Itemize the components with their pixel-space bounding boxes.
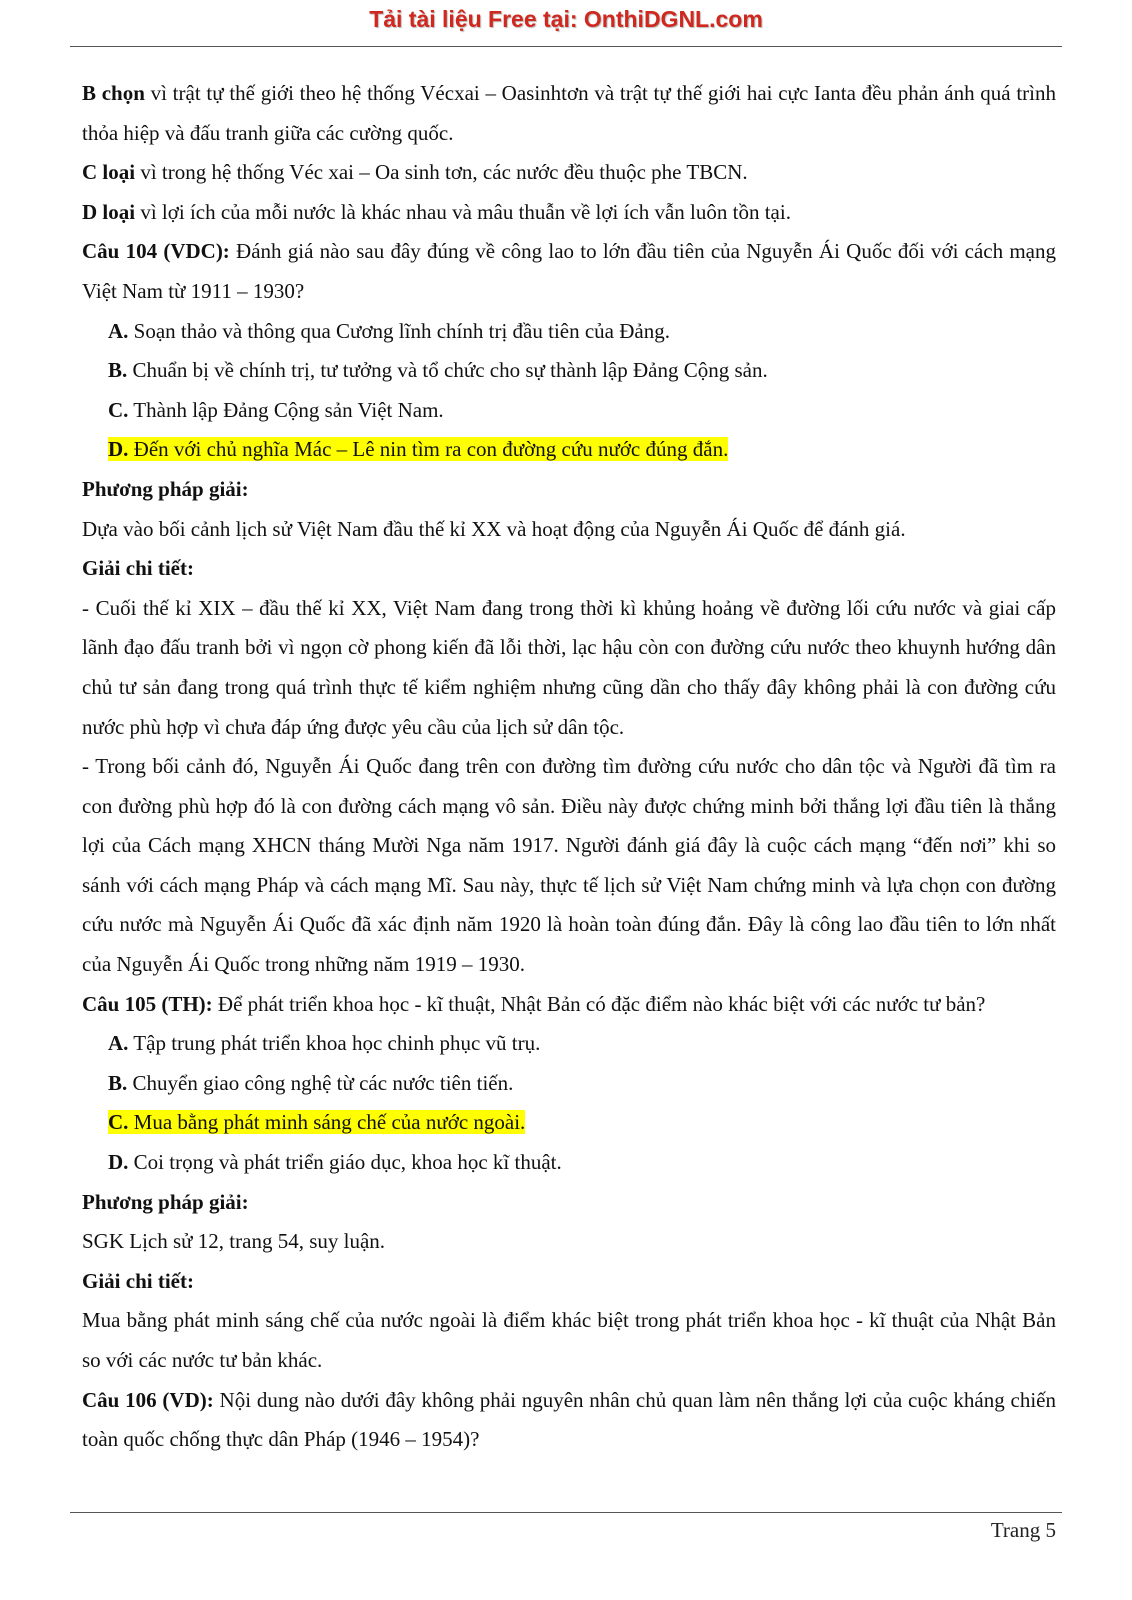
question-104-label: Câu 104 (VDC): bbox=[82, 239, 230, 264]
header-divider bbox=[70, 46, 1062, 47]
question-105 bbox=[82, 985, 1056, 1025]
option-text: Chuyển giao công nghệ từ các nước tiên tiến. bbox=[127, 1070, 514, 1095]
question-105-label: Câu 105 (TH): bbox=[82, 991, 213, 1016]
option-text: Tập trung phát triển khoa học chinh phục vũ trụ. bbox=[128, 1031, 541, 1056]
detail-heading: Giải chi tiết: bbox=[82, 556, 194, 581]
q105-detail-p1: Mua bằng phát minh sáng chế của nước ngoài là điểm khác biệt trong phát triển khoa học - kĩ thuật của Nhật Bản so với các nước tư bản khác. bbox=[82, 1308, 1056, 1372]
correct-answer-highlight bbox=[108, 437, 728, 461]
intro-b-label: B chọn bbox=[82, 81, 145, 105]
q105-method-text: SGK Lịch sử 12, trang 54, suy luận. bbox=[82, 1229, 386, 1254]
q104-detail-p2: - Trong bối cảnh đó, Nguyễn Ái Quốc đang trên con đường tìm đường cứu nước cho dân tộc và Người đã tìm ra con đường phù hợp đó là con đường cách mạng vô sản. Điều này được chứng minh bởi thắng lợi đầu tiên là thắng lợi của Cách mạng XHCN tháng Mười Nga năm 1917. Người đánh giá đây là cuộc cách mạng “đến nơi” khi so sánh với cách mạng Pháp và cách mạng Mĩ. Sau này, thực tế lịch sử Việt Nam chứng minh và lựa chọn con đường cứu nước mà Nguyễn Ái Quốc đã xác định năm 1920 là hoàn toàn đúng đắn. Đây là công lao đầu tiên to lớn nhất của Nguyễn Ái Quốc trong những năm 1919 – 1930. bbox=[82, 754, 1056, 977]
option-letter: B. bbox=[108, 358, 128, 383]
question-106 bbox=[82, 1381, 1056, 1460]
q104-detail-p1: - Cuối thế kỉ XIX – đầu thế kỉ XX, Việt Nam đang trong thời kì khủng hoảng về đường lối cứu nước và giai cấp lãnh đạo đấu tranh bởi vì ngọn cờ phong kiến đã lỗi thời, lạc hậu còn con đường cứu nước theo khuynh hướng dân chủ tư sản đang trong quá trình thực tế kiểm nghiệm nhưng cũng dần cho thấy đây không phải là con đường cứu nước phù hợp vì chưa đáp ứng được yêu cầu của lịch sử dân tộc. bbox=[82, 595, 1056, 739]
q105-option-a bbox=[82, 1024, 1056, 1064]
question-106-label: Câu 106 (VD): bbox=[82, 1387, 214, 1412]
q105-option-c-correct bbox=[82, 1103, 1056, 1143]
page-content bbox=[82, 74, 1056, 1460]
intro-d bbox=[82, 193, 1056, 233]
option-text: Đến với chủ nghĩa Mác – Lê nin tìm ra con đường cứu nước đúng đắn. bbox=[128, 437, 729, 462]
option-text: Mua bằng phát minh sáng chế của nước ngoài. bbox=[128, 1110, 526, 1135]
q105-option-b bbox=[82, 1064, 1056, 1104]
option-letter: A. bbox=[108, 1031, 129, 1056]
option-text: Thành lập Đảng Cộng sản Việt Nam. bbox=[128, 397, 444, 422]
correct-answer-highlight bbox=[108, 1110, 525, 1134]
intro-d-text: vì lợi ích của mỗi nước là khác nhau và mâu thuẫn về lợi ích vẫn luôn tồn tại. bbox=[135, 199, 791, 224]
option-letter: D. bbox=[108, 437, 129, 462]
question-104-text: Đánh giá nào sau đây đúng về công lao to lớn đầu tiên của Nguyễn Ái Quốc đối với cách mạng Việt Nam từ 1911 – 1930? bbox=[82, 239, 1056, 303]
intro-c bbox=[82, 153, 1056, 193]
q104-detail-heading bbox=[82, 549, 1056, 589]
intro-b-text: vì trật tự thế giới theo hệ thống Vécxai – Oasinhtơn và trật tự thế giới hai cực Ianta đều phản ánh quá trình thỏa hiệp và đấu tranh giữa các cường quốc. bbox=[82, 81, 1056, 145]
q104-option-c bbox=[82, 391, 1056, 431]
q105-detail-heading bbox=[82, 1262, 1056, 1302]
option-letter: C. bbox=[108, 1110, 129, 1135]
footer-divider bbox=[70, 1512, 1062, 1513]
page-number: Trang 5 bbox=[990, 1518, 1056, 1542]
method-heading: Phương pháp giải: bbox=[82, 1189, 249, 1214]
question-105-text: Để phát triển khoa học - kĩ thuật, Nhật Bản có đặc điểm nào khác biệt với các nước tư bản? bbox=[212, 991, 986, 1016]
q105-method-heading bbox=[82, 1183, 1056, 1223]
intro-c-label: C loại bbox=[82, 160, 136, 185]
intro-d-label: D loại bbox=[82, 199, 136, 224]
option-letter: D. bbox=[108, 1150, 129, 1175]
option-letter: B. bbox=[108, 1070, 128, 1095]
q105-option-d bbox=[82, 1143, 1056, 1183]
option-text: Chuẩn bị về chính trị, tư tưởng và tổ chức cho sự thành lập Đảng Cộng sản. bbox=[127, 358, 768, 383]
q104-method-text: Dựa vào bối cảnh lịch sử Việt Nam đầu thế kỉ XX và hoạt động của Nguyễn Ái Quốc để đánh giá. bbox=[82, 516, 906, 541]
q104-option-a bbox=[82, 312, 1056, 352]
intro-b bbox=[82, 74, 1056, 153]
q104-option-d-correct bbox=[82, 430, 1056, 470]
detail-heading: Giải chi tiết: bbox=[82, 1268, 194, 1293]
method-heading: Phương pháp giải: bbox=[82, 476, 249, 501]
question-104 bbox=[82, 232, 1056, 311]
question-106-text: Nội dung nào dưới đây không phải nguyên nhân chủ quan làm nên thắng lợi của cuộc kháng chiến toàn quốc chống thực dân Pháp (1946 – 1954)? bbox=[82, 1387, 1056, 1452]
option-text: Coi trọng và phát triển giáo dục, khoa học kĩ thuật. bbox=[128, 1150, 562, 1175]
site-header: Tải tài liệu Free tại: OnthiDGNL.com bbox=[369, 6, 763, 32]
q104-method-heading bbox=[82, 470, 1056, 510]
option-text: Soạn thảo và thông qua Cương lĩnh chính trị đầu tiên của Đảng. bbox=[128, 318, 670, 343]
q104-option-b bbox=[82, 351, 1056, 391]
option-letter: A. bbox=[108, 318, 129, 343]
option-letter: C. bbox=[108, 397, 129, 422]
intro-c-text: vì trong hệ thống Véc xai – Oa sinh tơn, các nước đều thuộc phe TBCN. bbox=[135, 160, 748, 185]
